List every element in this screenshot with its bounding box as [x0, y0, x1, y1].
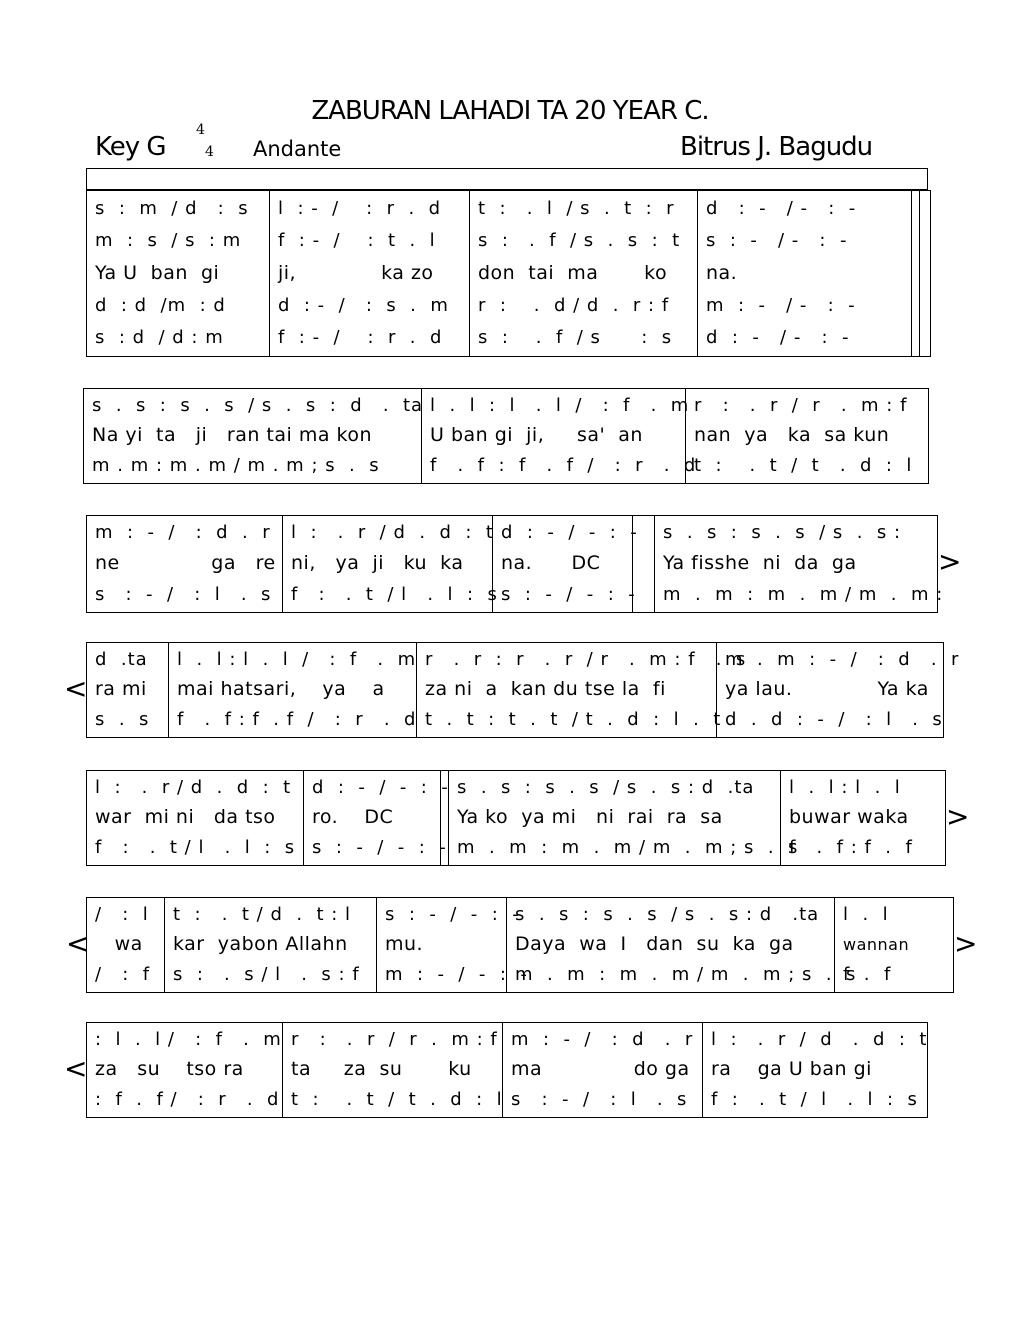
song-title: ZABURAN LAHADI TA 20 YEAR C. [311, 96, 709, 126]
lower-notes-line: m . m : m . m / m . m ; s . s [457, 837, 799, 859]
time-signature-top: 4 [196, 122, 205, 138]
lyric-line: buwar waka [789, 806, 909, 829]
upper-notes-line: s : - / - : - [385, 903, 520, 925]
measure [283, 516, 498, 612]
lyric-line: war mi ni da tso [95, 806, 276, 829]
measure [283, 1023, 503, 1117]
upper-notes-line: m : - / : d . r [95, 522, 271, 544]
lower-notes-line: f . f : f . f / : r . d [430, 455, 697, 477]
lower-notes-line: s . s [95, 709, 150, 731]
lower-notes-line: s : - / : l . s [95, 583, 272, 605]
score-system-4 [86, 642, 960, 738]
lyric-line: ne ga re [95, 552, 276, 575]
bass-line: s : . f / s : s [478, 327, 673, 348]
measure [507, 898, 857, 992]
upper-notes-line: s . s : s . s / s . s : d . ta [92, 394, 424, 416]
tenor-line: d : - / : s . m [278, 295, 449, 316]
upper-notes-line: m : - / : d . r [511, 1028, 694, 1050]
lower-notes-line: f : . t / l . l : s [291, 583, 498, 605]
lyric-line: Ya ko ya mi ni rai ra sa [457, 806, 723, 829]
lyric-line: wa [95, 933, 143, 956]
score-system-7 [86, 1022, 928, 1118]
alto-line: f : - / : t . l [278, 230, 436, 251]
lower-notes-line: : f . f / : r . d [95, 1089, 280, 1111]
measure [717, 643, 960, 737]
measure [87, 191, 270, 356]
measure [87, 1023, 283, 1117]
soprano-line: d : - / - : - [706, 198, 857, 219]
upper-notes-line: s . s : s . s / s . s : d .ta [457, 776, 755, 798]
score-system-3 [86, 515, 944, 613]
continuation-brace-left: < [66, 927, 90, 960]
lower-notes-line: s : - / - : - [501, 583, 636, 605]
bass-line: f : - / : r . d [278, 327, 443, 348]
lower-notes-line: d . d : - / : l . s [725, 709, 943, 731]
score-system-6 [86, 897, 954, 993]
continuation-brace-left: < [64, 672, 88, 705]
double-barline [633, 516, 655, 612]
upper-notes-line: d : - / - : - [312, 776, 449, 798]
continuation-brace-left: < [64, 1052, 88, 1085]
lyric-line: ya lau. Ya ka [725, 678, 929, 701]
lower-notes-line: / : f [95, 964, 151, 986]
alto-line: s : . f / s . s : t [478, 230, 681, 251]
measure [422, 389, 697, 483]
lyric-line: Na yi ta ji ran tai ma kon [92, 424, 373, 447]
header-strip [86, 168, 928, 190]
upper-notes-line: m . m : - / : d . r [725, 648, 960, 670]
soprano-line: t : . l / s . t : r [478, 198, 675, 219]
upper-notes-line: / : l [95, 903, 149, 925]
continuation-brace-right: > [938, 545, 962, 578]
upper-notes-line: l : . r / d . d : t [711, 1028, 928, 1050]
double-barline [441, 771, 449, 865]
upper-notes-line: r . r : r . r / r . m : f . s [425, 648, 747, 670]
lyric-line: wannan [843, 934, 910, 954]
lyric-line: ni, ya ji ku ka [291, 552, 464, 575]
lower-notes-line: t . t : t . t / t . d : l . t [425, 709, 722, 731]
lyric-line: Ya U ban gi [95, 262, 220, 284]
lower-notes-line: f : . t / l . l : s [95, 837, 296, 859]
lyric-line: kar yabon Allahn [173, 933, 348, 956]
alto-line: m : s / s : m [95, 230, 242, 251]
measure [449, 771, 799, 865]
lower-notes-line: m . m : m . m / m . m ; s . s [515, 964, 857, 986]
lower-notes-line: t : . t / t . d : l [291, 1089, 503, 1111]
upper-notes-line: l . l : l . l / : f . m [177, 648, 417, 670]
soprano-line: s : m / d : s [95, 198, 249, 219]
lyric-line: U ban gi ji, sa' an [430, 424, 643, 447]
lyric-line: don tai ma ko [478, 262, 668, 284]
measure [377, 898, 528, 992]
lyric-line: ma do ga [511, 1058, 690, 1081]
upper-notes-line: s . s : s . s / s . s : [663, 522, 902, 544]
upper-notes-line: l . l : l . l [789, 776, 901, 798]
measure [655, 516, 944, 612]
alto-line: s : - / - : - [706, 230, 848, 251]
tempo-marking: Andante [253, 137, 342, 161]
final-barline [912, 191, 920, 356]
measure [503, 1023, 703, 1117]
measure [87, 516, 283, 612]
measure [493, 516, 638, 612]
lower-notes-line: f . f [843, 963, 892, 985]
lower-notes-line: s : - / - : - [312, 837, 447, 859]
measure [835, 898, 953, 992]
lower-notes-line: f . f : f . f [789, 837, 913, 859]
measure [84, 389, 422, 483]
upper-notes-line: t : . t / d . t : l [173, 903, 352, 925]
key-signature: Key G [95, 132, 166, 162]
lower-notes-line: m : - / - : - [385, 964, 528, 986]
score-system-2 [83, 388, 929, 484]
measure [87, 643, 169, 737]
upper-notes-line: d : - / - : - [501, 522, 638, 544]
upper-notes-line: l . l [843, 904, 889, 926]
upper-notes-line: l : . r / d . d : t [95, 776, 292, 798]
lower-notes-line: s : - / : l . s [511, 1089, 688, 1111]
measure [270, 191, 470, 356]
measure [87, 898, 165, 992]
lower-notes-line: f . f : f . f / : r . d [177, 709, 417, 731]
measure [87, 771, 304, 865]
lower-notes-line: f : . t / l . l : s [711, 1089, 918, 1111]
measure [165, 898, 377, 992]
score-system-1 [86, 190, 931, 357]
tenor-line: m : - / - : - [706, 295, 856, 316]
measure [698, 191, 912, 356]
lower-notes-line: s : . s / l . s : f [173, 964, 360, 986]
bass-line: s : d / d : m [95, 327, 224, 348]
lower-notes-line: m . m : m . m / m . m ; s . s [92, 455, 380, 477]
upper-notes-line: d .ta [95, 648, 148, 670]
lyric-line: ra ga U ban gi [711, 1058, 872, 1081]
upper-notes-line: s . s : s . s / s . s : d .ta [515, 903, 820, 925]
soprano-line: l : - / : r . d [278, 198, 442, 219]
measure [686, 389, 928, 483]
tenor-line: r : . d / d . r : f [478, 295, 670, 316]
upper-notes-line: r : . r / r . m : f [694, 394, 908, 416]
time-signature-bottom: 4 [205, 144, 214, 160]
upper-notes-line: r : . r / r . m : f [291, 1028, 498, 1050]
continuation-brace-right: > [954, 927, 978, 960]
lyric-line: nan ya ka sa kun [694, 424, 890, 447]
lyric-line: ra mi [95, 678, 147, 701]
upper-notes-line: : l . l / : f . m [95, 1028, 282, 1050]
lyric-line: mu. [385, 933, 424, 956]
measure [781, 771, 945, 865]
measure [304, 771, 449, 865]
lower-notes-line: t : . t / t . d : l [694, 455, 913, 477]
measure [169, 643, 417, 737]
lyric-line: na. [706, 262, 738, 284]
measure [470, 191, 698, 356]
upper-notes-line: l : . r / d . d : t [291, 522, 494, 544]
upper-notes-line: l . l : l . l / : f . m [430, 394, 690, 416]
lyric-line: za su tso ra [95, 1058, 244, 1081]
lower-notes-line: m . m : m . m / m . m : [663, 583, 944, 605]
measure [417, 643, 747, 737]
tenor-line: d : d /m : d [95, 295, 226, 316]
score-system-5 [86, 770, 946, 866]
lyric-line: ro. DC [312, 806, 394, 829]
lyric-line: Ya fisshe ni da ga [663, 552, 857, 575]
lyric-line: Daya wa I dan su ka ga [515, 933, 794, 956]
lyric-line: ji, ka zo [278, 262, 434, 284]
lyric-line: mai hatsari, ya a [177, 678, 385, 701]
bass-line: d : - / - : - [706, 327, 850, 348]
composer-name: Bitrus J. Bagudu [680, 132, 873, 162]
lyric-line: na. DC [501, 552, 601, 575]
lyric-line: za ni a kan du tse la fi [425, 678, 666, 701]
continuation-brace-right: > [946, 800, 970, 833]
measure [703, 1023, 927, 1117]
lyric-line: ta za su ku [291, 1058, 472, 1081]
